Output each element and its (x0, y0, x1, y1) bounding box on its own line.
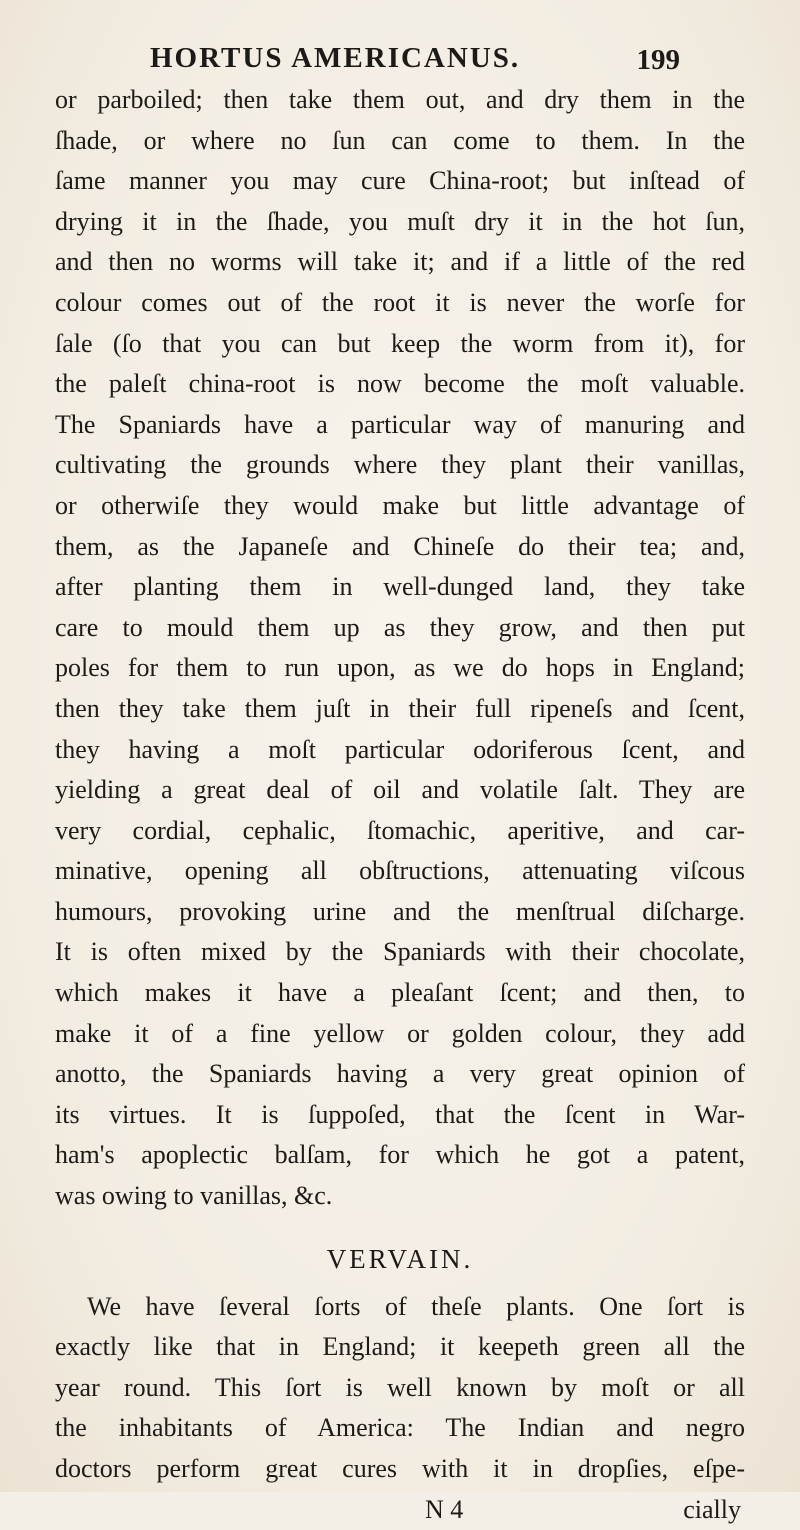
text-line: was owing to vanillas, &c. (55, 1181, 333, 1211)
text-line: humours, provoking urine and the menſtrual diſcharge. (55, 896, 745, 926)
text-line: We have ſeveral ſorts of theſe plants. One ſort is (87, 1291, 745, 1321)
text-line: minative, opening all obſtructions, attenuating viſcous (55, 856, 745, 886)
text-line: care to mould them up as they grow, and then put (55, 612, 745, 642)
text-line: which makes it have a pleaſant ſcent; and then, to (55, 978, 745, 1008)
text-line: or parboiled; then take them out, and dry them in the (55, 85, 745, 114)
text-line: or otherwiſe they would make but little advantage of (55, 490, 745, 520)
body-text (55, 80, 745, 1530)
text-line: cultivating the grounds where they plant their vanillas, (55, 450, 745, 480)
section-heading: VERVAIN. (326, 1243, 474, 1274)
page-header (150, 42, 680, 82)
text-line: them, as the Japaneſe and Chineſe do their tea; and, (55, 531, 745, 561)
text-line: ſhade, or where no ſun can come to them. In the (55, 125, 745, 155)
text-line: ſame manner you may cure China-root; but inſtead of (55, 166, 745, 196)
text-line: yielding a great deal of oil and volatile ſalt. They are (55, 775, 745, 805)
text-line: the inhabitants of America: The Indian and negro (55, 1413, 745, 1443)
text-line: doctors perform great cures with it in dropſies, eſpe- (55, 1454, 745, 1483)
text-line: ham's apoplectic balſam, for which he got a patent, (55, 1140, 745, 1170)
text-line: after planting them in well-dunged land, they take (55, 572, 745, 602)
paragraph-china-root-vanillas (55, 80, 745, 1217)
text-line: they having a moſt particular odoriferous ſcent, and (55, 734, 745, 764)
text-line: the paleſt china-root is now become the moſt valuable. (55, 369, 745, 399)
text-line: ſale (ſo that you can but keep the worm from it), for (55, 328, 745, 358)
text-line: very cordial, cephalic, ſtomachic, aperitive, and car- (55, 815, 745, 845)
catchword: cially (683, 1494, 741, 1524)
running-head: HORTUS AMERICANUS. (150, 42, 521, 74)
text-line: year round. This ſort is well known by moſt or all (55, 1372, 745, 1402)
text-line: its virtues. It is ſuppoſed, that the ſcent in War- (55, 1099, 745, 1129)
text-line: exactly like that in England; it keepeth green all the (55, 1332, 745, 1362)
text-line: and then no worms will take it; and if a little of the red (55, 247, 745, 277)
text-line: It is often mixed by the Spaniards with their chocolate, (55, 937, 745, 967)
text-line: then they take them juſt in their full ripeneſs and ſcent, (55, 693, 745, 723)
paragraph-vervain (55, 1287, 745, 1490)
page-number: 199 (636, 44, 680, 76)
signature-mark: N 4 (425, 1494, 464, 1524)
text-line: colour comes out of the root it is never the worſe for (55, 287, 745, 317)
page-footer (55, 1490, 745, 1530)
text-line: drying it in the ſhade, you muſt dry it in the hot ſun, (55, 206, 745, 236)
text-line: anotto, the Spaniards having a very great opinion of (55, 1059, 745, 1089)
text-line: The Spaniards have a particular way of manuring and (55, 409, 745, 439)
text-line: make it of a fine yellow or golden colour, they add (55, 1018, 745, 1048)
text-line: poles for them to run upon, as we do hops in England; (55, 653, 745, 683)
